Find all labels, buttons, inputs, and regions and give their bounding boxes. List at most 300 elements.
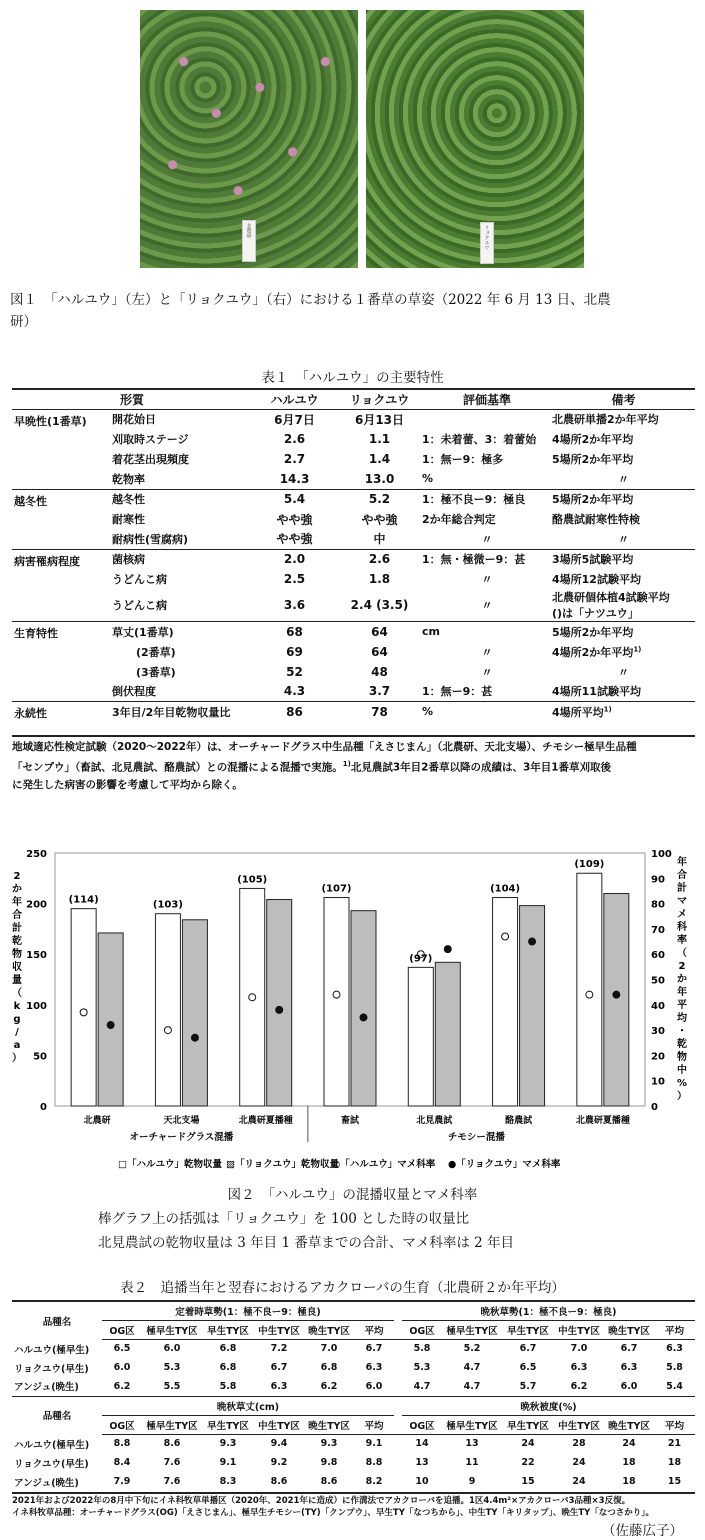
x-category-label: 北農研夏播種	[238, 1116, 293, 1126]
gap	[394, 1339, 402, 1358]
cell: 6.3	[666, 1343, 683, 1355]
y-left-tick-label: 200	[26, 899, 47, 911]
table1-row	[12, 409, 695, 429]
row-ryokuyu: 64	[371, 644, 388, 659]
row-group	[12, 509, 112, 529]
row-criteria: %	[422, 702, 552, 722]
plot-tag: リョクユウ	[480, 222, 494, 264]
cell: 9	[468, 1476, 476, 1487]
col-header: 中生TY区	[554, 1415, 604, 1434]
cell: 6.2	[570, 1380, 588, 1392]
cell: 4.7	[413, 1380, 431, 1392]
cell: 7.0	[320, 1343, 338, 1355]
table2-title: 表２ 追播当年と翌春におけるアカクローバの生育（北農研２か年平均）	[120, 1280, 565, 1296]
figure2-note2: 北見農試の乾物収量は 3 年目 1 番草までの合計、マメ科率は 2 年目	[98, 1235, 515, 1251]
y-right-tick-label: 0	[651, 1102, 658, 1113]
row-ryokuyu: やや強	[361, 512, 398, 527]
row-haruyu: 2.5	[283, 572, 306, 586]
row-criteria: 〃	[481, 532, 493, 546]
cell: 14	[415, 1438, 429, 1450]
cell: 6.3	[620, 1362, 638, 1373]
row-note: 〃	[618, 532, 629, 546]
point-haruyu-legume	[586, 991, 593, 998]
yield-chart	[0, 838, 705, 1178]
row-criteria: 〃	[481, 599, 493, 612]
right-block-title: 晩秋草勢(1：極不良ー9：極良)	[402, 1301, 695, 1320]
cell: 6.0	[113, 1362, 131, 1373]
row-note: 5場所2か年平均	[552, 622, 695, 642]
gap	[394, 1301, 402, 1320]
bar-haruyu-yield	[71, 909, 96, 1106]
row-trait: 耐寒性	[112, 513, 145, 526]
y-right-tick-label: 20	[651, 1051, 665, 1063]
cell: 6.7	[519, 1343, 537, 1355]
row-criteria: 1：無ー9：極多	[422, 453, 504, 466]
cell: 6.7	[270, 1362, 288, 1373]
row-haruyu: 14.3	[279, 471, 310, 486]
row-criteria: 1：無ー9：甚	[422, 685, 493, 699]
photo-ryokuyu	[366, 10, 584, 268]
cell: 6.7	[365, 1343, 383, 1355]
col-header: OG区	[402, 1415, 442, 1434]
cell: 6.0	[620, 1380, 638, 1392]
row-criteria: cm	[422, 622, 552, 642]
row-haruyu: 4.3	[283, 684, 306, 699]
col-header: 晩生TY区	[604, 1415, 654, 1434]
group-label: チモシー混播	[447, 1132, 505, 1143]
table2-row	[12, 1472, 695, 1491]
table2-row	[12, 1377, 695, 1396]
row-ryokuyu: 1.1	[368, 432, 391, 446]
cell: 18	[622, 1457, 636, 1468]
table2-col-header-row	[12, 1415, 695, 1434]
row-trait: (2番草)	[136, 645, 176, 659]
row-haruyu: 69	[286, 644, 303, 659]
cell: 5.4	[666, 1380, 683, 1392]
point-haruyu-legume	[502, 933, 509, 940]
cell: 6.8	[219, 1362, 237, 1373]
group-label: オーチャードグラス混播	[129, 1132, 234, 1143]
row-trait: (3番草)	[136, 665, 176, 679]
photo-haruyu	[140, 10, 358, 268]
row-group: 病害罹病程度	[12, 549, 112, 569]
cell: 4.7	[463, 1362, 481, 1373]
point-ryokuyu-legume	[276, 1006, 283, 1013]
y-left-tick-label: 50	[33, 1051, 47, 1063]
row-group	[12, 682, 112, 702]
variety-name: アンジュ(晩生)	[14, 1382, 79, 1394]
cell: 18	[667, 1457, 682, 1468]
row-note: 〃	[618, 665, 629, 679]
point-ryokuyu-legume	[360, 1014, 367, 1021]
col-header: 極早生TY区	[442, 1415, 502, 1434]
variety-name: リョクユウ(早生)	[14, 1363, 89, 1375]
bar-ryokuyu-yield	[520, 906, 545, 1106]
row-ryokuyu: 5.2	[337, 489, 422, 509]
cell: 6.0	[365, 1380, 383, 1392]
y-right-tick-label: 70	[651, 924, 665, 936]
col-header: 中生TY区	[554, 1320, 604, 1339]
row-criteria: 1：極不良ー9：極良	[422, 489, 552, 509]
bar-ratio-label: (103)	[152, 899, 183, 911]
x-category-label: 北農研	[83, 1116, 111, 1126]
col-header: OG区	[102, 1320, 142, 1339]
col-header: 早生TY区	[502, 1320, 554, 1339]
cell: 8.4	[113, 1457, 131, 1468]
variety-name: リョクユウ(早生)	[14, 1458, 89, 1470]
cell: 6.3	[365, 1362, 383, 1373]
cell: 8.6	[163, 1438, 181, 1450]
table1-row	[12, 569, 695, 589]
left-block-title: 定着時草勢(1：極不良ー9：極良)	[102, 1301, 394, 1320]
header-ryokuyu: リョクユウ	[337, 389, 422, 409]
bar-ratio-label: (109)	[574, 859, 605, 871]
cell: 7.6	[163, 1476, 181, 1487]
left-block-title: 晩秋草丈(cm)	[102, 1396, 394, 1415]
row-haruyu: 5.4	[252, 489, 337, 509]
row-ryokuyu: 2.6	[337, 549, 422, 569]
row-note: 4場所11試験平均	[552, 685, 641, 699]
bar-ryokuyu-yield	[351, 911, 376, 1106]
cell: 22	[521, 1457, 535, 1468]
row-ryokuyu: 6月13日	[337, 409, 422, 429]
row-ryokuyu: 3.7	[368, 684, 391, 699]
row-criteria: 〃	[481, 645, 493, 659]
cell: 7.0	[570, 1343, 588, 1355]
row-criteria: 1：未着蕾、3：着蕾始	[422, 433, 537, 446]
gap	[394, 1453, 402, 1472]
y-right-tick-label: 90	[651, 874, 665, 886]
row-haruyu: 6月7日	[252, 409, 337, 429]
table1-row	[12, 662, 695, 682]
bar-ryokuyu-yield	[267, 900, 292, 1106]
col-header: 晩生TY区	[304, 1320, 354, 1339]
col-header: 平均	[354, 1415, 394, 1434]
cell: 5.8	[413, 1343, 431, 1355]
row-note: 4場所12試験平均	[552, 573, 641, 586]
author: （佐藤広子）	[602, 1523, 683, 1539]
row-trait: うどんこ病	[112, 573, 167, 586]
cell: 6.8	[219, 1343, 237, 1355]
row-ryokuyu: 78	[337, 702, 422, 722]
row-group	[12, 529, 112, 549]
row-trait: 着花茎出現頻度	[112, 453, 189, 466]
legend-entry: ○「ハルユウ」マメ科率	[332, 1159, 436, 1170]
row-criteria: %	[422, 472, 434, 486]
cell: 4.7	[463, 1380, 481, 1392]
row-group	[12, 642, 112, 662]
bar-ratio-label: (105)	[237, 874, 268, 886]
y-left-tick-label: 250	[26, 849, 47, 860]
row-haruyu: 2.6	[283, 432, 306, 446]
row-group	[12, 449, 112, 469]
y-right-tick-label: 60	[651, 950, 665, 962]
bar-ryokuyu-yield	[435, 962, 460, 1106]
col-header: 平均	[354, 1320, 394, 1339]
x-category-label: 北見農試	[416, 1116, 453, 1126]
row-note: 5場所2か年平均	[552, 453, 634, 466]
row-trait: 3年目/2年目乾物収量比	[112, 702, 252, 722]
cell: 8.6	[320, 1476, 338, 1487]
point-ryokuyu-legume	[613, 991, 620, 998]
table1-row	[12, 429, 695, 449]
cell: 9.8	[320, 1457, 338, 1468]
bar-haruyu-yield	[408, 967, 433, 1106]
table1	[12, 388, 695, 722]
figure1-caption: 図１ 「ハルユウ」（左）と「リョクユウ」（右）における１番草の草姿（2022 年 6 月 13 日、北農 研）	[10, 292, 611, 330]
col-header: 極早生TY区	[142, 1415, 202, 1434]
name-header: 品種名	[12, 1396, 102, 1434]
header-note: 備考	[552, 389, 695, 409]
cell: 7.2	[270, 1343, 288, 1355]
y-left-tick-label: 150	[26, 950, 47, 962]
cell: 9.2	[270, 1457, 288, 1468]
cell: 6.5	[113, 1343, 131, 1355]
row-haruyu: やや強	[276, 532, 313, 547]
cell: 5.3	[413, 1362, 431, 1373]
row-criteria	[422, 409, 552, 429]
row-ryokuyu: 13.0	[364, 471, 395, 486]
bar-ryokuyu-yield	[98, 933, 123, 1106]
table1-row	[12, 702, 695, 722]
cell: 6.3	[270, 1380, 288, 1392]
x-category-label: 畜試	[340, 1116, 360, 1126]
col-header: 平均	[654, 1415, 695, 1434]
bar-haruyu-yield	[155, 914, 180, 1106]
col-header: 早生TY区	[202, 1415, 254, 1434]
row-trait: 草丈(1番草)	[112, 622, 252, 642]
row-haruyu: 3.6	[283, 598, 306, 612]
cell: 5.8	[219, 1380, 237, 1392]
cell: 6.2	[113, 1380, 131, 1392]
row-trait: 耐病性(雪腐病)	[112, 532, 189, 546]
table1-row	[12, 469, 695, 489]
cell: 9.3	[320, 1438, 338, 1450]
cell: 5.3	[163, 1362, 181, 1373]
y-left-axis-label: 2 か年合計乾物収量（ k g / a ）	[12, 871, 22, 1064]
cell: 28	[572, 1438, 586, 1450]
name-header: 品種名	[12, 1301, 102, 1339]
figure2-note1: 棒グラフ上の括弧は「リョクユウ」を 100 とした時の収量比	[98, 1211, 470, 1227]
y-right-tick-label: 30	[651, 1026, 665, 1038]
row-group	[12, 429, 112, 449]
row-criteria: 〃	[481, 665, 493, 679]
bar-haruyu-yield	[577, 873, 602, 1106]
table1-footnote: 地域適応性検定試験（2020〜2022年）は、オーチャードグラス中生品種「えさじまん」（北農研、天北支場）、チモシー極早生品種 「センプウ」（畜試、北見農試、酪農試）との混播による混播で実施。$^{1)}$北見農試3年目2番草以降の成績は、3年目1番草刈取後 に発生した病害の影響を考慮して平均から除く。	[12, 735, 695, 794]
row-note: 〃	[618, 472, 629, 486]
cell: 6.7	[620, 1343, 638, 1355]
row-ryokuyu: 64	[337, 622, 422, 642]
cell: 15	[667, 1476, 682, 1487]
table1-row	[12, 509, 695, 529]
row-haruyu: 68	[252, 622, 337, 642]
row-note: 5場所2か年平均	[552, 489, 695, 509]
bar-ryokuyu-yield	[182, 920, 207, 1106]
plot-tag: 北農研	[242, 220, 256, 262]
y-right-tick-label: 80	[651, 899, 665, 911]
gap	[394, 1320, 402, 1339]
gap	[394, 1377, 402, 1396]
row-note: 北農研個体植4試験平均 ()は「ナツユウ」	[552, 591, 670, 620]
point-haruyu-legume	[80, 1009, 87, 1016]
cell: 13	[415, 1457, 429, 1468]
header-haruyu: ハルユウ	[252, 389, 337, 409]
row-trait: 越冬性	[112, 489, 252, 509]
table2-row	[12, 1434, 695, 1453]
point-ryokuyu-legume	[444, 946, 451, 953]
cell: 9.4	[270, 1438, 288, 1450]
row-trait: 菌核病	[112, 549, 252, 569]
header-trait: 形質	[12, 389, 252, 409]
row-trait: 開花始日	[112, 409, 252, 429]
cell: 18	[622, 1476, 636, 1487]
cell: 8.3	[219, 1476, 237, 1487]
row-criteria: 2か年総合判定	[422, 513, 496, 526]
table1-row	[12, 549, 695, 569]
y-right-tick-label: 10	[651, 1076, 665, 1088]
point-haruyu-legume	[333, 991, 340, 998]
row-note: 酪農試耐寒性特検	[552, 513, 640, 526]
legend-entry: ▨「リョクユウ」乾物収量	[226, 1159, 340, 1170]
bar-ratio-label: (97)	[409, 953, 433, 965]
row-group: 早晩性(1番草)	[12, 409, 112, 429]
x-category-label: 北農研夏播種	[575, 1116, 630, 1126]
cell: 8.8	[113, 1438, 131, 1450]
col-header: 中生TY区	[254, 1415, 304, 1434]
row-haruyu: やや強	[276, 512, 313, 527]
gap	[394, 1358, 402, 1377]
bar-haruyu-yield	[493, 898, 518, 1106]
row-group	[12, 589, 112, 622]
cell: 6.2	[320, 1380, 338, 1392]
row-ryokuyu: 48	[371, 664, 388, 679]
row-note: 3場所5試験平均	[552, 549, 695, 569]
point-ryokuyu-legume	[529, 938, 536, 945]
row-ryokuyu: 1.4	[368, 452, 391, 466]
gap	[394, 1415, 402, 1434]
row-group: 越冬性	[12, 489, 112, 509]
y-left-tick-label: 100	[26, 1000, 47, 1012]
cell: 9.1	[365, 1438, 383, 1450]
cell: 5.8	[666, 1362, 683, 1373]
cell: 8.6	[270, 1476, 288, 1487]
y-right-tick-label: 40	[651, 1000, 665, 1012]
row-note: 4場所2か年平均	[552, 433, 634, 446]
col-header: 平均	[654, 1320, 695, 1339]
variety-name: ハルユウ(極早生)	[14, 1344, 90, 1356]
right-block-title: 晩秋被度(%)	[402, 1396, 695, 1415]
cell: 9.1	[219, 1457, 237, 1468]
cell: 24	[622, 1438, 636, 1450]
table2-col-header-row	[12, 1320, 695, 1339]
row-haruyu: 2.7	[283, 452, 306, 466]
table2-row	[12, 1339, 695, 1358]
row-group	[12, 469, 112, 489]
cell: 9.3	[219, 1438, 237, 1450]
row-ryokuyu: 1.8	[368, 572, 391, 586]
table2-row	[12, 1453, 695, 1472]
col-header: 極早生TY区	[142, 1320, 202, 1339]
row-ryokuyu: 中	[373, 532, 386, 547]
bar-ryokuyu-yield	[604, 893, 629, 1106]
y-left-tick-label: 0	[40, 1102, 47, 1113]
cell: 7.9	[113, 1476, 131, 1487]
point-ryokuyu-legume	[191, 1034, 198, 1041]
table2	[12, 1300, 695, 1491]
cell: 6.5	[519, 1362, 537, 1373]
row-note: 北農研単播2か年平均	[552, 409, 695, 429]
col-header: 中生TY区	[254, 1320, 304, 1339]
cell: 6.3	[570, 1362, 588, 1373]
table1-row	[12, 622, 695, 642]
bar-ratio-label: (104)	[490, 883, 521, 895]
figure2-title: 図２ 「ハルユウ」の混播収量とマメ科率	[227, 1187, 478, 1203]
row-group: 永続性	[12, 702, 112, 722]
point-haruyu-legume	[249, 994, 256, 1001]
y-right-tick-label: 100	[651, 849, 672, 860]
header-criteria: 評価基準	[422, 389, 552, 409]
cell: 21	[667, 1438, 682, 1450]
row-trait: 倒伏程度	[112, 685, 156, 699]
table2-title-row	[12, 1396, 695, 1415]
row-haruyu: 2.0	[252, 549, 337, 569]
table1-row	[12, 642, 695, 662]
cell: 6.0	[163, 1343, 181, 1355]
variety-name: ハルユウ(極早生)	[14, 1439, 90, 1451]
row-trait: うどんこ病	[112, 599, 167, 612]
row-group: 生育特性	[12, 622, 112, 642]
row-trait: 刈取時ステージ	[112, 433, 189, 446]
row-criteria: 1：無・極微ー9：甚	[422, 549, 552, 569]
row-trait: 乾物率	[112, 472, 145, 486]
col-header: OG区	[402, 1320, 442, 1339]
row-haruyu: 86	[252, 702, 337, 722]
cell: 10	[415, 1476, 429, 1487]
col-header: 晩生TY区	[604, 1320, 654, 1339]
cell: 7.6	[163, 1457, 181, 1468]
bar-ratio-label: (107)	[321, 883, 352, 895]
col-header: 極早生TY区	[442, 1320, 502, 1339]
table2-row	[12, 1358, 695, 1377]
legend-entry: ●「リョクユウ」マメ科率	[448, 1159, 561, 1170]
row-note: 4場所平均$^{1)}$	[552, 702, 695, 722]
row-criteria: 〃	[481, 573, 493, 586]
cell: 5.5	[163, 1380, 181, 1392]
gap	[394, 1472, 402, 1491]
table2-footnote: 2021年および2022年の8月中下旬にイネ科牧草単播区（2020年、2021年に造成）に作溝法でアカクローバを追播。1区4.4m²×アカクローバ3品種×3反復。 イネ科牧草品種：オーチャードグラス(OG)「えさじまん」、極早生チモシー(TY)「クンプウ」、早生TY「なつちから」、中生TY「キリタップ」、晩生TY「なつさかり」。	[12, 1492, 695, 1519]
table1-row	[12, 449, 695, 469]
gap	[394, 1396, 402, 1415]
point-haruyu-legume	[164, 1027, 171, 1034]
cell: 24	[572, 1457, 586, 1468]
col-header: 早生TY区	[502, 1415, 554, 1434]
col-header: 早生TY区	[202, 1320, 254, 1339]
table1-header-row	[12, 389, 695, 409]
cell: 6.8	[320, 1362, 338, 1373]
table1-title: 表１ 「ハルユウ」の主要特性	[261, 370, 444, 386]
cell: 5.7	[519, 1380, 537, 1392]
row-note: 4場所2か年平均$^{1)}$	[552, 644, 642, 659]
cell: 13	[465, 1438, 479, 1450]
variety-name: アンジュ(晩生)	[14, 1477, 79, 1489]
table1-row	[12, 489, 695, 509]
x-category-label: 天北支場	[163, 1116, 200, 1126]
cell: 15	[521, 1476, 535, 1487]
point-ryokuyu-legume	[107, 1022, 114, 1029]
x-category-label: 酪農試	[505, 1116, 533, 1126]
table1-row	[12, 589, 695, 622]
cell: 8.8	[365, 1457, 383, 1468]
